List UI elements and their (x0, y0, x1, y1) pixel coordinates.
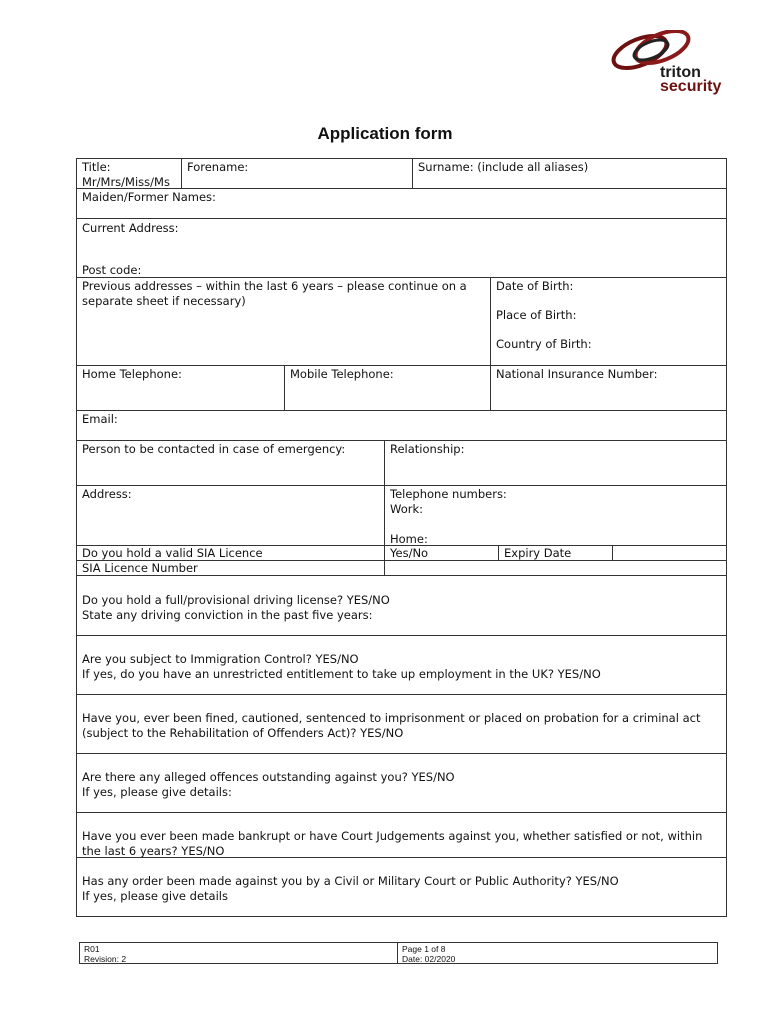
triton-security-logo (608, 30, 742, 96)
email-field[interactable] (76, 410, 727, 441)
driving-license-label: Do you hold a full/provisional driving license? YES/NO (82, 593, 390, 607)
post-code-label: Post code: (82, 263, 142, 277)
work-telephone-label: Work: (390, 502, 423, 516)
footer-code: R01 (84, 944, 100, 954)
sia-licence-label: Do you hold a valid SIA Licence (82, 546, 263, 560)
emergency-address-label: Address: (82, 487, 132, 501)
title-field[interactable] (76, 158, 182, 189)
relationship-field[interactable] (384, 440, 727, 486)
sia-licence-question (76, 545, 385, 561)
sia-expiry-input[interactable] (612, 545, 727, 561)
surname-field[interactable] (412, 158, 727, 189)
logo-text-security: security (660, 78, 722, 95)
maiden-names-field[interactable] (76, 188, 727, 219)
title-label: Title: (82, 160, 111, 174)
emergency-contact-label: Person to be contacted in case of emergency: (82, 442, 346, 456)
ni-number-field[interactable] (490, 365, 727, 411)
relationship-label: Relationship: (390, 442, 465, 456)
immigration-label: Are you subject to Immigration Control? YES/NO (82, 652, 359, 666)
page-title: Application form (317, 124, 453, 143)
court-order-label: Has any order been made against you by a Civil or Military Court or Public Authority? YES/NO (82, 874, 619, 888)
driving-license-question[interactable] (76, 575, 727, 636)
bankruptcy-period-label: the last 6 years? YES/NO (82, 844, 225, 858)
home-telephone-label: Home Telephone: (82, 367, 182, 381)
sia-number-label: SIA Licence Number (82, 561, 198, 575)
email-label: Email: (82, 412, 118, 426)
footer-revision: Revision: 2 (84, 954, 127, 964)
footer-page-number: Page 1 of 8 (402, 944, 446, 954)
surname-label: Surname: (include all aliases) (418, 160, 589, 174)
employment-entitlement-label: If yes, do you have an unrestricted entitlement to take up employment in the UK? YES/NO (82, 667, 601, 681)
sia-expiry-label: Expiry Date (504, 546, 572, 560)
criminal-record-question[interactable] (76, 694, 727, 754)
forename-label: Forename: (187, 160, 249, 174)
forename-field[interactable] (181, 158, 413, 189)
criminal-record-label: Have you, ever been fined, cautioned, sentenced to imprisonment or placed on probation for a criminal act (82, 711, 701, 725)
bankruptcy-question[interactable] (76, 812, 727, 858)
offence-details-label: If yes, please give details: (82, 785, 232, 799)
telephone-numbers-label: Telephone numbers: (390, 487, 507, 501)
immigration-question[interactable] (76, 635, 727, 695)
home-telephone-emergency-label: Home: (390, 532, 428, 546)
alleged-offences-question[interactable] (76, 753, 727, 813)
bankruptcy-label: Have you ever been made bankrupt or have Court Judgements against you, whether satisfied or not, within (82, 829, 703, 843)
current-address-label: Current Address: (82, 221, 179, 235)
home-telephone-field[interactable] (76, 365, 285, 411)
rehabilitation-act-label: (subject to the Rehabilitation of Offenders Act)? YES/NO (82, 726, 404, 740)
emergency-telephone-field[interactable] (384, 485, 727, 546)
current-address-field[interactable] (76, 218, 727, 278)
mobile-telephone-label: Mobile Telephone: (290, 367, 394, 381)
emergency-contact-field[interactable] (76, 440, 385, 486)
mobile-telephone-field[interactable] (284, 365, 491, 411)
pob-label: Place of Birth: (496, 308, 577, 322)
rings-logo-icon (608, 30, 742, 96)
sia-number-label-cell (76, 560, 385, 576)
cob-label: Country of Birth: (496, 337, 592, 351)
birth-details-field[interactable] (490, 277, 727, 366)
ni-number-label: National Insurance Number: (496, 367, 658, 381)
sia-number-input[interactable] (384, 560, 727, 576)
sia-yes-no-field[interactable] (384, 545, 499, 561)
sia-yes-no-label: Yes/No (390, 546, 429, 560)
court-order-details-label: If yes, please give details (82, 889, 228, 903)
previous-addresses-field[interactable] (76, 277, 491, 366)
title-options: Mr/Mrs/Miss/Ms (82, 175, 170, 189)
driving-conviction-label: State any driving conviction in the past five years: (82, 608, 373, 622)
logo-text-triton: triton (660, 64, 701, 81)
footer-revision-box (79, 942, 398, 964)
footer-page-box (397, 942, 718, 964)
sia-expiry-label-cell (498, 545, 613, 561)
court-order-question[interactable] (76, 857, 727, 917)
alleged-offences-label: Are there any alleged offences outstanding against you? YES/NO (82, 770, 455, 784)
dob-label: Date of Birth: (496, 279, 574, 293)
emergency-address-field[interactable] (76, 485, 385, 546)
maiden-label: Maiden/Former Names: (82, 190, 216, 204)
previous-addresses-label: Previous addresses – within the last 6 years – please continue on a separate sheet if necessary) (82, 279, 467, 308)
footer-date: Date: 02/2020 (402, 954, 456, 964)
